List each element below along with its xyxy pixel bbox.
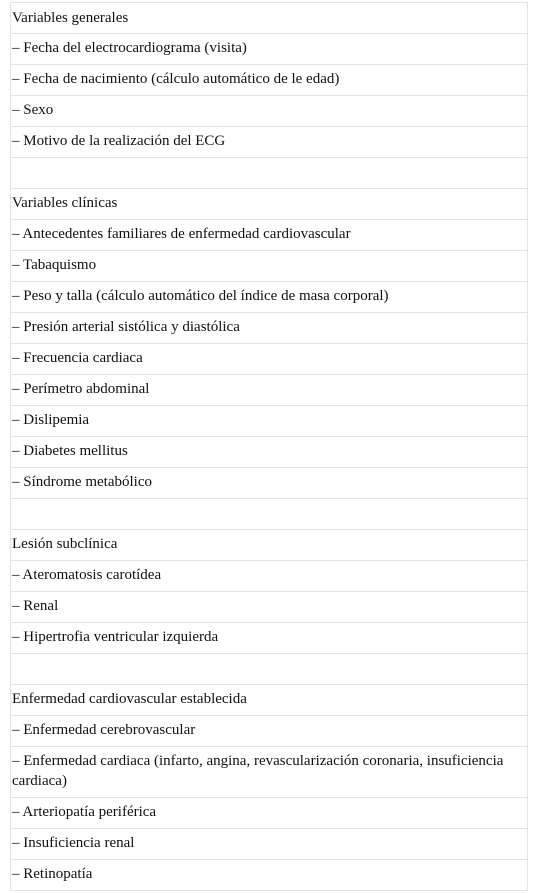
table-row xyxy=(11,530,528,561)
table-row xyxy=(11,829,528,860)
section-header-cell: Lesión subclínica xyxy=(11,530,528,561)
table-row xyxy=(11,561,528,592)
variable-item-cell: – Insuficiencia renal xyxy=(11,829,528,860)
variable-item-cell: – Tabaquismo xyxy=(11,251,528,282)
table-row xyxy=(11,716,528,747)
section-header-cell: Variables clínicas xyxy=(11,189,528,220)
table-row xyxy=(11,189,528,220)
table-row xyxy=(11,96,528,127)
variable-item-cell: – Presión arterial sistólica y diastólica xyxy=(11,313,528,344)
table-row xyxy=(11,406,528,437)
table-row xyxy=(11,65,528,96)
variable-item-cell: – Hipertrofia ventricular izquierda xyxy=(11,623,528,654)
variable-item-cell: – Perímetro abdominal xyxy=(11,375,528,406)
variable-item-cell: – Enfermedad cardiaca (infarto, angina, revascularización coronaria, insuficiencia cardiaca) xyxy=(11,747,528,798)
variable-item-cell: – Arteriopatía periférica xyxy=(11,798,528,829)
table-row xyxy=(11,375,528,406)
variable-item-cell: – Síndrome metabólico xyxy=(11,468,528,499)
table-row xyxy=(11,860,528,891)
table-row xyxy=(11,344,528,375)
variable-item-cell: – Diabetes mellitus xyxy=(11,437,528,468)
variables-table-container xyxy=(10,2,528,891)
variable-item-cell: – Ateromatosis carotídea xyxy=(11,561,528,592)
variable-item-cell: – Dislipemia xyxy=(11,406,528,437)
variable-item-cell: – Sexo xyxy=(11,96,528,127)
table-row xyxy=(11,127,528,158)
variables-table-body xyxy=(11,3,528,891)
table-row xyxy=(11,251,528,282)
variable-item-cell: – Frecuencia cardiaca xyxy=(11,344,528,375)
section-header-cell: Enfermedad cardiovascular establecida xyxy=(11,685,528,716)
variable-item-cell: – Peso y talla (cálculo automático del índice de masa corporal) xyxy=(11,282,528,313)
table-row xyxy=(11,220,528,251)
variable-item-cell: – Fecha de nacimiento (cálculo automático de le edad) xyxy=(11,65,528,96)
variable-item-cell: – Retinopatía xyxy=(11,860,528,891)
table-row xyxy=(11,747,528,798)
empty-spacer-cell xyxy=(11,158,528,189)
table-row xyxy=(11,499,528,530)
table-row xyxy=(11,282,528,313)
empty-spacer-cell xyxy=(11,499,528,530)
table-row xyxy=(11,592,528,623)
variable-item-cell: – Enfermedad cerebrovascular xyxy=(11,716,528,747)
variables-table xyxy=(10,2,528,891)
variable-item-cell: – Motivo de la realización del ECG xyxy=(11,127,528,158)
table-row xyxy=(11,34,528,65)
table-row xyxy=(11,158,528,189)
variable-item-cell: – Antecedentes familiares de enfermedad cardiovascular xyxy=(11,220,528,251)
empty-spacer-cell xyxy=(11,654,528,685)
table-row xyxy=(11,313,528,344)
table-row xyxy=(11,685,528,716)
table-row xyxy=(11,798,528,829)
variable-item-cell: – Fecha del electrocardiograma (visita) xyxy=(11,34,528,65)
section-header-cell: Variables generales xyxy=(11,3,528,34)
table-row xyxy=(11,437,528,468)
variable-item-cell: – Renal xyxy=(11,592,528,623)
table-row xyxy=(11,3,528,34)
table-row xyxy=(11,623,528,654)
table-row xyxy=(11,654,528,685)
table-row xyxy=(11,468,528,499)
